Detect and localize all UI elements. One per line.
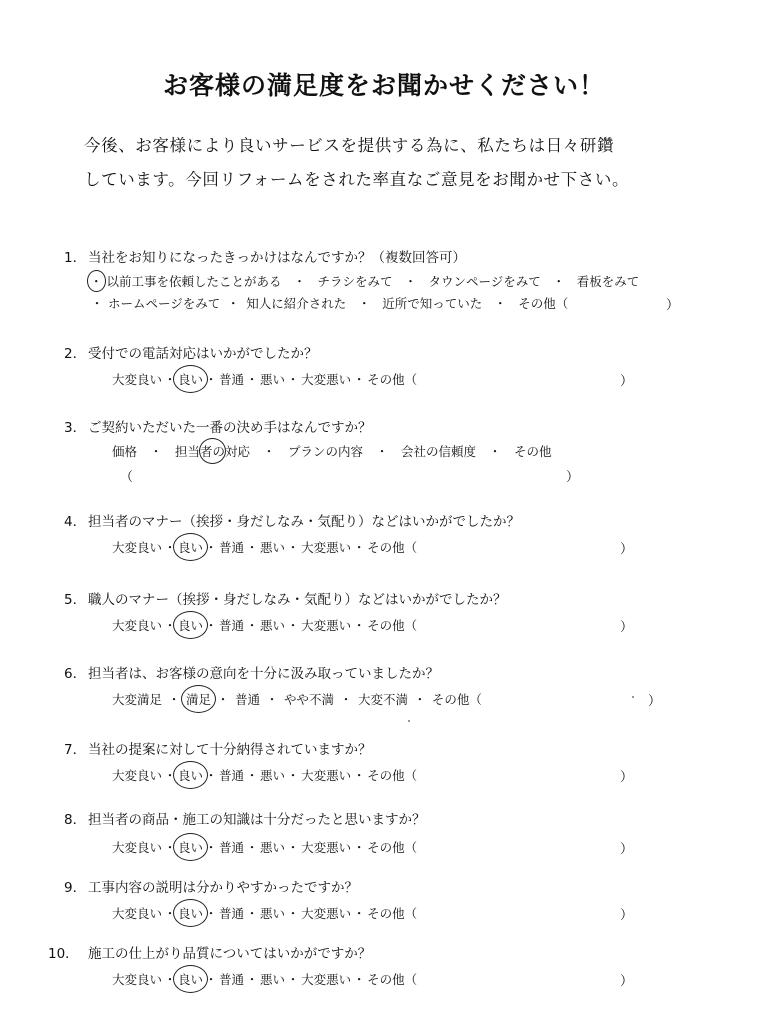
selection-circle (173, 899, 208, 927)
option[interactable]: 大変悪い (301, 972, 352, 987)
scan-speck (632, 696, 634, 698)
option[interactable]: 近所で知っていた (382, 296, 483, 311)
option-check-mark[interactable]: ・ (90, 272, 103, 290)
question-2-options (112, 370, 417, 388)
separator: ・ (204, 840, 218, 855)
separator: ・ (163, 840, 177, 855)
question-number: 10． (48, 946, 79, 962)
option[interactable]: 普通 (234, 692, 260, 707)
option[interactable]: 大変悪い (301, 372, 352, 387)
question-1-options-row-1 (90, 272, 639, 290)
question-7-title (64, 738, 372, 758)
separator: ・ (204, 972, 218, 987)
question-10-options (112, 970, 417, 988)
close-paren: ） (620, 908, 634, 923)
question-8-options (112, 838, 417, 856)
option[interactable]: 悪い (260, 372, 286, 387)
separator: ・ (286, 906, 300, 921)
separator: ・ (375, 444, 389, 459)
option-other[interactable]: その他（ (367, 906, 418, 921)
option-selected[interactable]: 良い (178, 616, 203, 634)
option[interactable]: 普通 (219, 768, 245, 783)
option[interactable]: 大変悪い (301, 906, 352, 921)
separator: ・ (488, 444, 502, 459)
close-paren: ） (620, 374, 634, 389)
option-other[interactable]: その他（ (367, 372, 418, 387)
option[interactable]: 大変良い (112, 906, 163, 921)
option-selected[interactable]: 良い (178, 766, 203, 784)
close-paren: ） (620, 842, 634, 857)
selection-circle (173, 965, 208, 993)
close-paren: ） (666, 298, 680, 313)
question-text: 職人のマナー（挨拶・身だしなみ・気配り）などはいかがでしたか？ (88, 592, 507, 608)
question-1-title (64, 246, 466, 266)
option-other[interactable]: その他（ (367, 618, 418, 633)
option[interactable]: 悪い (260, 768, 286, 783)
separator: ・ (163, 372, 177, 387)
selection-circle (173, 611, 208, 639)
option-other[interactable]: その他（ (518, 296, 569, 311)
option[interactable]: 悪い (260, 906, 286, 921)
separator: ・ (245, 618, 259, 633)
question-5-options (112, 616, 417, 634)
separator: ・ (163, 906, 177, 921)
separator: ・ (286, 972, 300, 987)
option[interactable]: 大変良い (112, 540, 163, 555)
separator: ・ (204, 768, 218, 783)
option[interactable]: やや不満 (283, 692, 334, 707)
question-text: 施工の仕上がり品質についてはいかがですか？ (88, 946, 372, 962)
option[interactable]: 大変満足 (112, 692, 163, 707)
separator: ・ (262, 444, 276, 459)
question-7-options (112, 766, 417, 784)
option[interactable]: 普通 (219, 540, 245, 555)
question-9-title (64, 876, 358, 896)
separator: ・ (352, 840, 366, 855)
option-selected[interactable]: 良い (178, 970, 203, 988)
separator: ・ (286, 372, 300, 387)
option-selected[interactable]: 良い (178, 838, 203, 856)
question-6-title (64, 662, 439, 682)
separator: ・ (245, 906, 259, 921)
close-paren: ） (620, 620, 634, 635)
separator: ・ (245, 840, 259, 855)
question-5-title (64, 588, 507, 608)
question-number: 7． (64, 742, 87, 758)
option[interactable]: 大変良い (112, 618, 163, 633)
question-number: 9． (64, 880, 87, 896)
option-other[interactable]: その他（ (367, 972, 418, 987)
option-other[interactable]: その他（ (367, 840, 418, 855)
option[interactable]: 以前工事を依頼したことがある (106, 274, 282, 289)
separator: ・ (404, 274, 417, 289)
separator: ・ (204, 540, 218, 555)
page-title: お客様の満足度をお聞かせください！ (162, 71, 605, 100)
close-paren: ） (620, 974, 634, 989)
question-text: 担当者のマナー（挨拶・身だしなみ・気配り）などはいかがでしたか？ (88, 514, 520, 530)
option[interactable]: 大変不満 (357, 692, 408, 707)
question-text: 担当者の商品・施工の知識は十分だったと思いますか？ (88, 812, 426, 828)
option-selected[interactable]: 良い (178, 538, 203, 556)
option[interactable]: チラシをみて (317, 274, 393, 289)
option[interactable]: 大変悪い (301, 618, 352, 633)
option[interactable]: 悪い (260, 618, 286, 633)
selection-circle (173, 533, 208, 561)
selection-circle (173, 833, 208, 861)
option[interactable]: 普通 (219, 972, 245, 987)
separator: ・ (352, 768, 366, 783)
option[interactable]: 大変悪い (301, 540, 352, 555)
open-paren: （ (120, 470, 134, 485)
separator: ・ (352, 372, 366, 387)
option-other[interactable]: その他（ (431, 692, 482, 707)
separator: ・ (163, 972, 177, 987)
question-text: 担当者は、お客様の意向を十分に汲み取っていましたか？ (88, 666, 439, 682)
close-paren: ） (620, 542, 634, 557)
intro-line-2: しています。今回リフォームをされた率直なご意見をお聞かせ下さい。 (84, 170, 630, 189)
option-selected[interactable]: 担当者の対応 (175, 442, 250, 460)
question-number: 1． (64, 250, 87, 266)
option[interactable]: 普通 (219, 372, 245, 387)
option-other[interactable]: その他（ (367, 540, 418, 555)
question-4-title (64, 510, 520, 530)
separator: ・ (245, 768, 259, 783)
question-number: 6． (64, 666, 87, 682)
option[interactable]: 大変良い (112, 972, 163, 987)
separator: ・ (245, 372, 259, 387)
option[interactable]: 大変悪い (301, 768, 352, 783)
question-8-title (64, 808, 426, 828)
scan-speck (408, 720, 410, 722)
question-text: 受付での電話対応はいかがでしたか？ (88, 346, 318, 362)
separator: ・ (339, 692, 353, 707)
option[interactable]: 会社の信頼度 (400, 444, 476, 459)
option[interactable]: 大変悪い (301, 840, 352, 855)
separator: ・ (167, 692, 181, 707)
separator: ・ (286, 768, 300, 783)
separator: ・ (163, 540, 177, 555)
question-number: 8． (64, 812, 87, 828)
option-selected[interactable]: 満足 (186, 690, 211, 708)
selection-circle (173, 365, 208, 393)
question-6-options (112, 690, 482, 708)
separator: ・ (245, 540, 259, 555)
option[interactable]: 普通 (219, 618, 245, 633)
separator: ・ (286, 540, 300, 555)
option[interactable]: 看板をみて (576, 274, 640, 289)
separator: ・ (286, 840, 300, 855)
separator: ・ (204, 372, 218, 387)
separator: ・ (293, 274, 306, 289)
option-other[interactable]: その他 (513, 444, 552, 459)
option[interactable]: 悪い (260, 972, 286, 987)
separator: ・ (163, 618, 177, 633)
option[interactable]: 知人に紹介された (246, 296, 347, 311)
option[interactable]: 大変良い (112, 840, 163, 855)
question-4-options (112, 538, 417, 556)
separator: ・ (352, 906, 366, 921)
question-2-title (64, 342, 318, 362)
option[interactable]: タウンページをみて (428, 274, 541, 289)
question-text: 当社の提案に対して十分納得されていますか？ (88, 742, 372, 758)
option[interactable]: 悪い (260, 540, 286, 555)
separator: ・ (352, 972, 366, 987)
separator: ・ (245, 972, 259, 987)
question-3-options (112, 442, 551, 460)
separator: ・ (204, 618, 218, 633)
option-selected[interactable]: 良い (178, 370, 203, 388)
question-number: 5． (64, 592, 87, 608)
separator: ・ (357, 296, 371, 311)
close-paren: ） (648, 694, 662, 709)
question-9-options (112, 904, 417, 922)
separator: ・ (352, 540, 366, 555)
option[interactable]: ホームページをみて (107, 296, 221, 311)
separator: ・ (352, 618, 366, 633)
option-other[interactable]: その他（ (367, 768, 418, 783)
option[interactable]: 大変良い (112, 768, 163, 783)
separator: ・ (286, 618, 300, 633)
option[interactable]: 悪い (260, 840, 286, 855)
intro-line-1: 今後、お客様により良いサービスを提供する為に、私たちは日々研鑽 (84, 136, 615, 155)
close-paren: ） (566, 470, 580, 485)
option[interactable]: 普通 (219, 840, 245, 855)
question-text: 当社をお知りになったきっかけはなんですか？（複数回答可） (88, 250, 466, 266)
question-number: 2． (64, 346, 87, 362)
close-paren: ） (620, 770, 634, 785)
question-number: 4． (64, 514, 87, 530)
question-text: ご契約いただいた一番の決め手はなんですか？ (88, 420, 372, 436)
question-number: 3． (64, 420, 87, 436)
option[interactable]: 価格 (112, 444, 138, 459)
separator: ・ (493, 296, 507, 311)
question-1-options-row-2 (90, 294, 568, 312)
option-selected[interactable]: 良い (178, 904, 203, 922)
separator: ・ (552, 274, 565, 289)
separator: ・ (149, 444, 163, 459)
separator: ・ (90, 296, 104, 311)
question-3-title (64, 416, 372, 436)
separator: ・ (226, 296, 240, 311)
selection-circle (173, 761, 208, 789)
option[interactable]: 大変良い (112, 372, 163, 387)
separator: ・ (413, 692, 427, 707)
question-10-title (48, 942, 371, 962)
separator: ・ (204, 906, 218, 921)
option[interactable]: 普通 (219, 906, 245, 921)
separator: ・ (216, 692, 230, 707)
separator: ・ (265, 692, 279, 707)
question-text: 工事内容の説明は分かりやすかったですか？ (88, 880, 358, 896)
separator: ・ (163, 768, 177, 783)
option[interactable]: プランの内容 (287, 444, 363, 459)
